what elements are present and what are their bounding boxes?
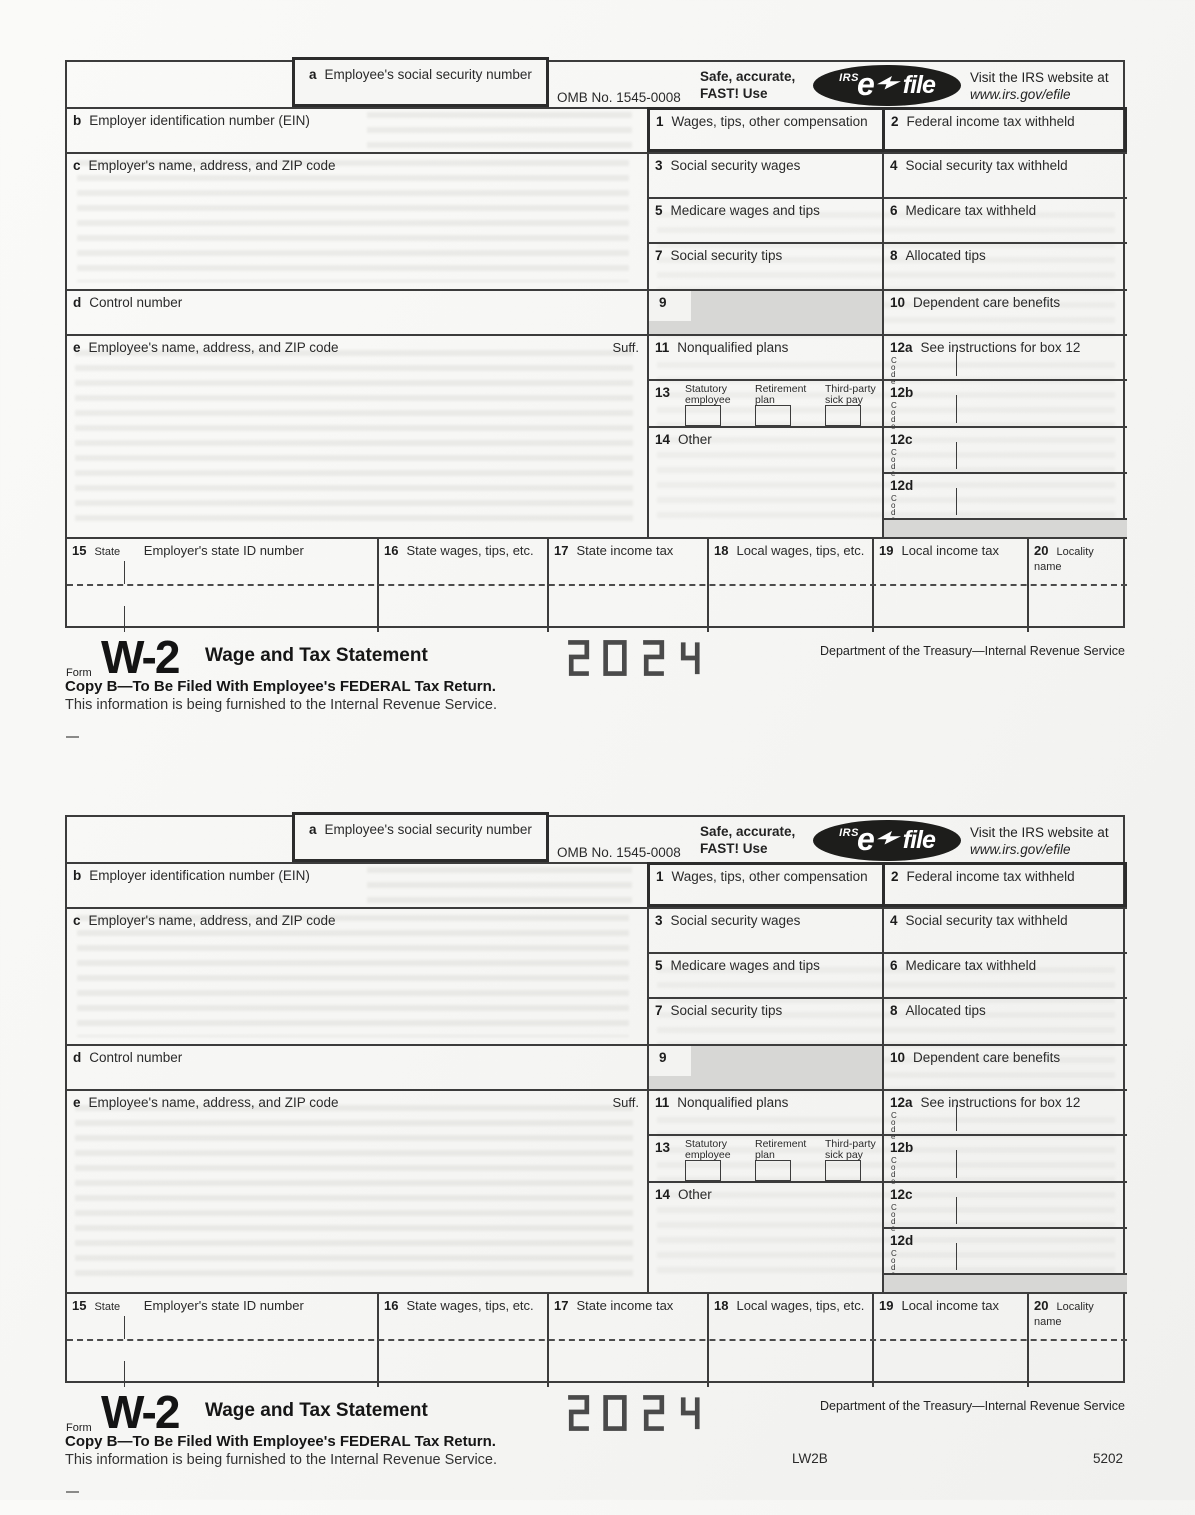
box-3-number: 3 xyxy=(655,913,663,928)
box-6-medicare-tax xyxy=(882,952,1127,997)
box-a-label: Employee's social security number xyxy=(324,822,532,837)
box-12b-code-column: C o d e xyxy=(891,1156,897,1186)
box-12b xyxy=(882,379,1127,431)
state-entry-tick xyxy=(124,1316,125,1339)
efile-logo-e-text: e xyxy=(856,65,875,102)
third-party-sick-pay-label: Third-party sick pay xyxy=(825,1138,876,1161)
box-e-letter: e xyxy=(73,1095,81,1110)
box-5-label: Medicare wages and tips xyxy=(670,203,820,218)
box-8-number: 8 xyxy=(890,1003,898,1018)
copy-b-line: Copy B—To Be Filed With Employee's FEDERAL Tax Return. xyxy=(65,1433,496,1450)
omb-number: OMB No. 1545-0008 xyxy=(557,845,681,860)
box-c-label: Employer's name, address, and ZIP code xyxy=(88,913,336,928)
box-15-state-label: State xyxy=(94,1301,121,1313)
box-8-allocated-tips xyxy=(882,242,1127,289)
year-digit-4 xyxy=(677,1391,704,1435)
box-1-label: Wages, tips, other compensation xyxy=(671,114,868,129)
efile-logo-irs-text: IRS xyxy=(839,826,859,839)
box-12b-code-column: C o d e xyxy=(891,401,897,431)
box-e-employee xyxy=(67,334,647,537)
box-c-letter: c xyxy=(73,913,81,928)
box-13-checkboxes xyxy=(647,379,882,426)
w2-form-border xyxy=(65,815,1125,1383)
box-1-number: 1 xyxy=(656,869,664,884)
box-c-employer xyxy=(67,152,647,289)
print-code-lw2b: LW2B xyxy=(792,1451,828,1466)
box-2-number: 2 xyxy=(891,114,899,129)
year-digit-2 xyxy=(565,636,592,680)
box-e-label: Employee's name, address, and ZIP code xyxy=(88,1095,339,1110)
box-1-label: Wages, tips, other compensation xyxy=(671,869,868,884)
irs-efile-logo xyxy=(813,820,961,861)
box-12a-code-column: C o d e xyxy=(891,356,897,386)
box-15-number: 15 xyxy=(72,1298,87,1313)
box-12d-number: 12d xyxy=(890,1233,914,1248)
box-a-label: Employee's social security number xyxy=(324,67,532,82)
box-6-number: 6 xyxy=(890,958,898,973)
box-5-medicare-wages xyxy=(647,952,882,997)
year-digit-2 xyxy=(640,1391,667,1435)
statutory-employee-label: Statutory employee xyxy=(685,383,731,406)
box-5-label: Medicare wages and tips xyxy=(670,958,820,973)
box-7-label: Social security tips xyxy=(670,1003,783,1018)
visit-line1: Visit the IRS website at xyxy=(970,70,1109,85)
box-16-label: State wages, tips, etc. xyxy=(406,1298,534,1313)
sheet-code-5202: 5202 xyxy=(1092,1451,1123,1466)
box-7-number: 7 xyxy=(655,1003,663,1018)
box-4-label: Social security tax withheld xyxy=(905,913,1068,928)
box-5-number: 5 xyxy=(655,958,663,973)
box-3-ss-wages xyxy=(647,907,882,952)
box-16-number: 16 xyxy=(384,543,399,558)
box-2-number: 2 xyxy=(891,869,899,884)
visit-line1: Visit the IRS website at xyxy=(970,825,1109,840)
furnish-line: This information is being furnished to the Internal Revenue Service. xyxy=(65,697,498,713)
box-6-label: Medicare tax withheld xyxy=(905,958,1037,973)
box-12d-number: 12d xyxy=(890,478,914,493)
statutory-employee-checkbox xyxy=(685,405,721,426)
copy-b-line: Copy B—To Be Filed With Employee's FEDERAL Tax Return. xyxy=(65,678,496,695)
box-5-medicare-wages xyxy=(647,197,882,242)
year-digit-0 xyxy=(602,1391,629,1435)
box-7-number: 7 xyxy=(655,248,663,263)
box-20-number: 20 xyxy=(1034,543,1049,558)
box-e-label: Employee's name, address, and ZIP code xyxy=(88,340,339,355)
form-word: Form xyxy=(66,1422,92,1434)
box-2-label: Federal income tax withheld xyxy=(906,869,1075,884)
box-c-label: Employer's name, address, and ZIP code xyxy=(88,158,336,173)
state-entry-tick xyxy=(124,1361,125,1387)
box-d-control xyxy=(67,1044,647,1089)
efile-logo-file-text: file xyxy=(902,826,935,854)
box-13-checkboxes xyxy=(647,1134,882,1181)
box-4-ss-tax xyxy=(882,152,1127,197)
efile-logo-e-text: e xyxy=(856,820,875,857)
form-title: Wage and Tax Statement xyxy=(205,645,428,666)
form-number: W-2 xyxy=(101,631,179,683)
irs-efile-logo xyxy=(813,65,961,106)
box-7-ss-tips xyxy=(647,242,882,289)
box-11-label: Nonqualified plans xyxy=(677,1095,789,1110)
box-d-letter: d xyxy=(73,1050,82,1065)
box-12c-code-divider xyxy=(956,1197,957,1224)
box-13-number: 13 xyxy=(655,385,671,400)
box-e-letter: e xyxy=(73,340,81,355)
shaded-strip xyxy=(882,1273,1127,1292)
retirement-plan-label: Retirement plan xyxy=(755,1138,807,1161)
box-12b-number: 12b xyxy=(890,385,914,400)
year-digit-2 xyxy=(565,1391,592,1435)
tax-year-2024 xyxy=(565,1391,710,1440)
state-row-dashed-divider xyxy=(67,1339,1127,1341)
box-19-label: Local income tax xyxy=(901,1298,1000,1313)
box-12b-number: 12b xyxy=(890,1140,914,1155)
box-1-2-group xyxy=(647,107,1127,152)
box-12c xyxy=(882,1181,1127,1233)
box-12d-code-column: C o d xyxy=(891,494,897,517)
department-line: Department of the Treasury—Internal Revenue Service xyxy=(819,1399,1125,1413)
box-19-number: 19 xyxy=(879,543,894,558)
box-12a-code-column: C o d e xyxy=(891,1111,897,1141)
box-b-letter: b xyxy=(73,868,82,883)
box-3-ss-wages xyxy=(647,152,882,197)
cut-mark xyxy=(66,1491,79,1493)
box-11-nonqualified xyxy=(647,334,882,379)
form-title: Wage and Tax Statement xyxy=(205,1400,428,1421)
box-10-dependent-care xyxy=(882,1044,1127,1089)
department-line: Department of the Treasury—Internal Revenue Service xyxy=(819,644,1125,658)
box-d-label: Control number xyxy=(89,1050,183,1065)
visit-line2: www.irs.gov/efile xyxy=(970,87,1071,102)
visit-line2: www.irs.gov/efile xyxy=(970,842,1071,857)
box-12b xyxy=(882,1134,1127,1186)
omb-number: OMB No. 1545-0008 xyxy=(557,90,681,105)
box-6-number: 6 xyxy=(890,203,898,218)
box-19-number: 19 xyxy=(879,1298,894,1313)
box-9-shaded xyxy=(647,289,882,334)
box-b-label: Employer identification number (EIN) xyxy=(89,113,310,128)
cut-mark xyxy=(66,736,79,738)
box-14-number: 14 xyxy=(655,1187,671,1202)
furnish-line: This information is being furnished to the Internal Revenue Service. xyxy=(65,1452,498,1468)
w2-form-copy2 xyxy=(65,815,1125,1515)
box-17-label: State income tax xyxy=(576,543,674,558)
box-10-label: Dependent care benefits xyxy=(913,1050,1061,1065)
box-12a xyxy=(882,1089,1127,1141)
box-15-state-label: State xyxy=(94,546,121,558)
box-b-ein xyxy=(67,107,647,152)
box-a-letter: a xyxy=(309,67,317,82)
box-14-label: Other xyxy=(678,1187,712,1202)
box-19-label: Local income tax xyxy=(901,543,1000,558)
suffix-label: Suff. xyxy=(612,340,639,355)
efile-tagline xyxy=(700,823,795,857)
irs-website-note xyxy=(970,824,1109,858)
box-12a-code-divider xyxy=(956,1105,957,1131)
box-12a xyxy=(882,334,1127,386)
box-d-letter: d xyxy=(73,295,82,310)
box-12c-code-column: C o d e xyxy=(891,1203,897,1233)
box-9-shaded xyxy=(647,1044,882,1089)
box-20-number: 20 xyxy=(1034,1298,1049,1313)
state-entry-tick xyxy=(124,561,125,584)
year-digit-0 xyxy=(602,636,629,680)
box-a-ssn xyxy=(292,812,549,862)
efile-logo-irs-text: IRS xyxy=(839,71,859,84)
box-4-label: Social security tax withheld xyxy=(905,158,1068,173)
irs-website-note xyxy=(970,69,1109,103)
box-20-label: Locality name xyxy=(1034,546,1094,573)
statutory-employee-checkbox xyxy=(685,1160,721,1181)
suffix-label: Suff. xyxy=(612,1095,639,1110)
box-16-number: 16 xyxy=(384,1298,399,1313)
box-16-label: State wages, tips, etc. xyxy=(406,543,534,558)
box-7-ss-tips xyxy=(647,997,882,1044)
box-10-number: 10 xyxy=(890,1050,906,1065)
box-10-dependent-care xyxy=(882,289,1127,334)
box-20-label: Locality name xyxy=(1034,1301,1094,1328)
statutory-employee-label: Statutory employee xyxy=(685,1138,731,1161)
box-8-label: Allocated tips xyxy=(905,1003,986,1018)
tax-year-2024 xyxy=(565,636,710,685)
box-14-number: 14 xyxy=(655,432,671,447)
box-9-number: 9 xyxy=(659,295,667,310)
w2-form-copy1 xyxy=(65,60,1125,760)
box-1-number: 1 xyxy=(656,114,664,129)
box-12b-code-divider xyxy=(956,395,957,423)
box-12c-code-divider xyxy=(956,442,957,469)
state-row-dashed-divider xyxy=(67,584,1127,586)
box-12d-code-divider xyxy=(956,488,957,515)
state-entry-tick xyxy=(124,606,125,632)
box-18-number: 18 xyxy=(714,543,729,558)
box-12d-code-divider xyxy=(956,1243,957,1270)
box-b-label: Employer identification number (EIN) xyxy=(89,868,310,883)
box-e-employee xyxy=(67,1089,647,1292)
retirement-plan-checkbox xyxy=(755,405,791,426)
box-2-fed-tax xyxy=(882,865,1124,904)
box-17-label: State income tax xyxy=(576,1298,674,1313)
box-8-number: 8 xyxy=(890,248,898,263)
box-10-label: Dependent care benefits xyxy=(913,295,1061,310)
box-12d-code-column: C o d xyxy=(891,1249,897,1272)
year-digit-2 xyxy=(640,636,667,680)
box-18-label: Local wages, tips, etc. xyxy=(736,1298,865,1313)
tagline-line2: FAST! Use xyxy=(700,841,768,856)
form-number: W-2 xyxy=(101,1386,179,1438)
box-12a-code-divider xyxy=(956,350,957,376)
efile-logo-file-text: file xyxy=(902,71,935,99)
box-12c-code-column: C o d e xyxy=(891,448,897,478)
box-1-2-group xyxy=(647,862,1127,907)
box-1-wages xyxy=(650,110,882,149)
box-12c-number: 12c xyxy=(890,1187,913,1202)
box-4-ss-tax xyxy=(882,907,1127,952)
box-11-label: Nonqualified plans xyxy=(677,340,789,355)
box-5-number: 5 xyxy=(655,203,663,218)
box-6-label: Medicare tax withheld xyxy=(905,203,1037,218)
box-6-medicare-tax xyxy=(882,197,1127,242)
box-11-number: 11 xyxy=(655,340,670,355)
box-12a-label: See instructions for box 12 xyxy=(920,340,1081,355)
box-14-other xyxy=(647,1181,882,1292)
box-a-letter: a xyxy=(309,822,317,837)
third-party-sick-pay-label: Third-party sick pay xyxy=(825,383,876,406)
state-local-row xyxy=(67,537,1127,630)
tagline-line1: Safe, accurate, xyxy=(700,824,796,839)
box-1-wages xyxy=(650,865,882,904)
lightning-icon xyxy=(877,76,901,95)
box-b-ein xyxy=(67,862,647,907)
box-3-label: Social security wages xyxy=(670,158,801,173)
box-b-letter: b xyxy=(73,113,82,128)
box-2-label: Federal income tax withheld xyxy=(906,114,1075,129)
box-12b-code-divider xyxy=(956,1150,957,1178)
third-party-sick-pay-checkbox xyxy=(825,1160,861,1181)
lightning-icon xyxy=(877,831,901,850)
box-18-label: Local wages, tips, etc. xyxy=(736,543,865,558)
box-9-number-chip xyxy=(649,291,691,321)
box-12c xyxy=(882,426,1127,478)
box-d-label: Control number xyxy=(89,295,183,310)
box-c-employer xyxy=(67,907,647,1044)
w2-form-border xyxy=(65,60,1125,628)
retirement-plan-label: Retirement plan xyxy=(755,383,807,406)
box-12d xyxy=(882,472,1127,518)
box-9-number-chip xyxy=(649,1046,691,1076)
box-17-number: 17 xyxy=(554,1298,569,1313)
box-7-label: Social security tips xyxy=(670,248,783,263)
box-a-ssn xyxy=(292,57,549,107)
tagline-line2: FAST! Use xyxy=(700,86,768,101)
third-party-sick-pay-checkbox xyxy=(825,405,861,426)
box-3-number: 3 xyxy=(655,158,663,173)
box-9-number: 9 xyxy=(659,1050,667,1065)
box-12a-label: See instructions for box 12 xyxy=(920,1095,1081,1110)
box-13-number: 13 xyxy=(655,1140,671,1155)
box-2-fed-tax xyxy=(882,110,1124,149)
box-12d xyxy=(882,1227,1127,1273)
box-12a-number: 12a xyxy=(890,1095,913,1110)
box-8-allocated-tips xyxy=(882,997,1127,1044)
year-digit-4 xyxy=(677,636,704,680)
box-15-id-label: Employer's state ID number xyxy=(143,1298,304,1313)
box-15-id-label: Employer's state ID number xyxy=(143,543,304,558)
box-14-other xyxy=(647,426,882,537)
box-15-number: 15 xyxy=(72,543,87,558)
box-14-label: Other xyxy=(678,432,712,447)
shaded-strip xyxy=(882,518,1127,537)
box-18-number: 18 xyxy=(714,1298,729,1313)
retirement-plan-checkbox xyxy=(755,1160,791,1181)
efile-tagline xyxy=(700,68,795,102)
tagline-line1: Safe, accurate, xyxy=(700,69,796,84)
box-17-number: 17 xyxy=(554,543,569,558)
box-3-label: Social security wages xyxy=(670,913,801,928)
box-d-control xyxy=(67,289,647,334)
box-c-letter: c xyxy=(73,158,81,173)
box-4-number: 4 xyxy=(890,913,898,928)
form-word: Form xyxy=(66,667,92,679)
state-local-row xyxy=(67,1292,1127,1385)
box-11-number: 11 xyxy=(655,1095,670,1110)
box-4-number: 4 xyxy=(890,158,898,173)
box-10-number: 10 xyxy=(890,295,906,310)
box-12c-number: 12c xyxy=(890,432,913,447)
box-12a-number: 12a xyxy=(890,340,913,355)
box-11-nonqualified xyxy=(647,1089,882,1134)
box-8-label: Allocated tips xyxy=(905,248,986,263)
